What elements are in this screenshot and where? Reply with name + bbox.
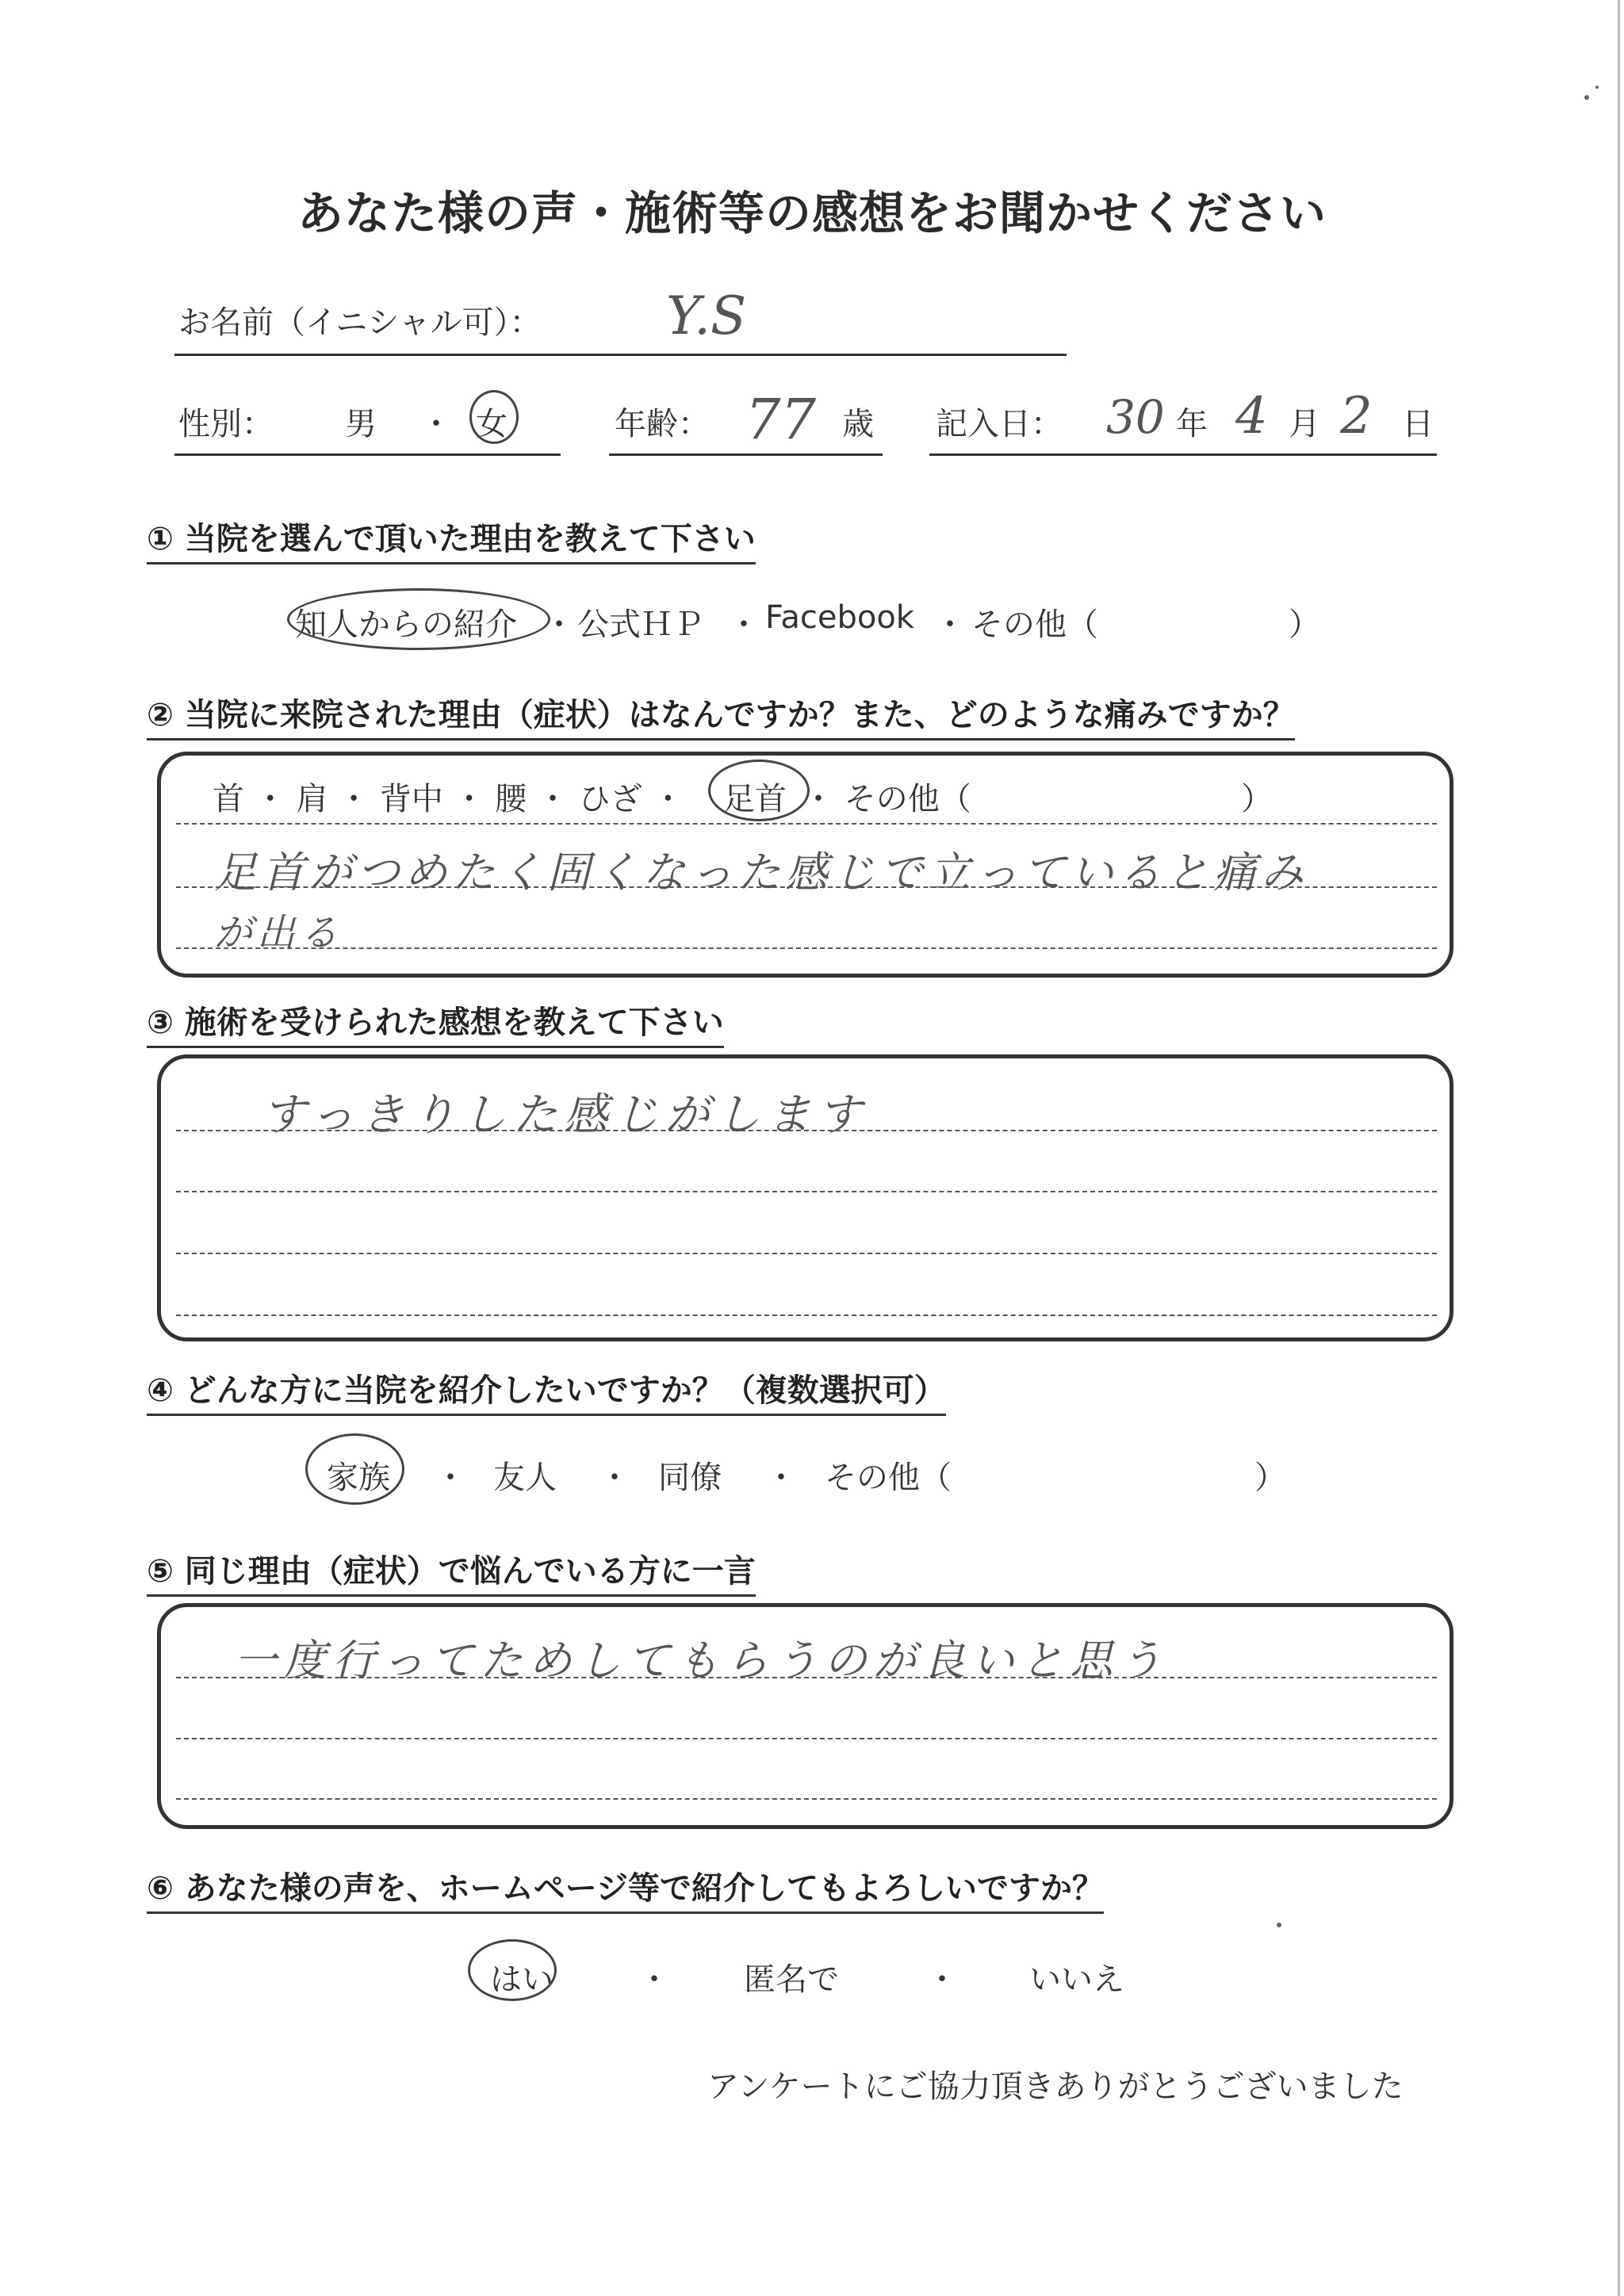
name-label: お名前（イニシャル可）：	[178, 304, 542, 341]
q2-heading: ② 当院に来院された理由（症状）はなんですか？また、どのような痛みですか？	[147, 690, 1295, 740]
date-month-value[interactable]: 4	[1235, 387, 1268, 446]
q2-answer-line-2: が出る	[214, 911, 343, 955]
scan-speck	[1277, 1923, 1281, 1927]
q4-selected-circle-mark	[305, 1433, 404, 1505]
q3-line-3	[176, 1253, 1437, 1254]
q1-other-close: ）	[1289, 607, 1320, 643]
q4-option-family[interactable]: 家族	[327, 1460, 390, 1496]
q1-option-other[interactable]: その他（	[971, 607, 1098, 643]
q2-option-other[interactable]: ・ その他（	[802, 781, 971, 817]
q2-symptom-options[interactable]: 首 ・ 肩 ・ 背中 ・ 腰 ・ ひざ ・	[213, 781, 684, 817]
q2-line-3	[176, 947, 1437, 949]
thanks-message: アンケートにご協力頂きありがとうございました	[707, 2068, 1404, 2105]
q5-heading: ⑤ 同じ理由（症状）で悩んでいる方に一言	[147, 1546, 756, 1597]
q2-line-1	[176, 823, 1437, 825]
q6-option-anonymous[interactable]: 匿名で	[744, 1961, 839, 1998]
q3-line-1	[176, 1130, 1437, 1131]
q3-heading: ③ 施術を受けられた感想を教えて下さい	[147, 997, 724, 1048]
q5-answer-line-1: 一度行ってためしてもらうのが良いと思う	[234, 1636, 1168, 1686]
date-day-unit: 日	[1402, 406, 1434, 442]
q1-option-acquaintance[interactable]: 知人からの紹介	[295, 607, 517, 643]
name-underline	[174, 354, 1067, 356]
q1-sep-3: ・	[934, 607, 966, 643]
date-year-unit: 年	[1176, 406, 1208, 442]
q5-line-2	[176, 1738, 1437, 1739]
date-year-value[interactable]: 30	[1106, 390, 1165, 444]
gender-female[interactable]: 女	[476, 406, 508, 442]
gender-label: 性別：	[178, 406, 274, 442]
q2-other-close: ）	[1241, 781, 1273, 817]
q5-line-3	[176, 1798, 1437, 1800]
q4-other-close: ）	[1254, 1460, 1286, 1496]
q2-line-2	[176, 886, 1437, 888]
age-unit: 歳	[842, 406, 874, 442]
q5-line-1	[176, 1677, 1437, 1678]
q4-heading: ④ どんな方に当院を紹介したいですか？（複数選択可）	[147, 1365, 946, 1416]
form-title: あなた様の声・施術等の感想をお聞かせください	[297, 186, 1327, 240]
q4-sep-3: ・	[765, 1460, 797, 1496]
q6-sep-2: ・	[926, 1961, 958, 1998]
q4-sep-2: ・	[599, 1460, 630, 1496]
age-underline	[609, 453, 883, 456]
q2-answer-line-1: 足首がつめたく固くなった感じで立っていると痛み	[214, 848, 1308, 897]
scan-page-edge	[1618, 0, 1620, 2296]
gender-underline	[174, 453, 561, 456]
age-label: 年齢：	[615, 406, 710, 442]
date-day-value[interactable]: 2	[1340, 387, 1373, 446]
q6-heading: ⑥ あなた様の声を、ホームページ等で紹介してもよろしいですか？	[147, 1863, 1104, 1914]
q4-sep-1: ・	[435, 1460, 466, 1496]
q1-sep-1: ・	[543, 607, 575, 643]
gender-separator: ・	[420, 406, 452, 442]
q1-sep-2: ・	[728, 607, 760, 643]
q3-line-2	[176, 1191, 1437, 1192]
q1-option-facebook[interactable]: Facebook	[765, 599, 914, 636]
scan-speck	[1584, 95, 1589, 100]
q1-selected-circle-mark	[287, 588, 550, 650]
date-month-unit: 月	[1289, 406, 1320, 442]
q6-sep-1: ・	[638, 1961, 670, 1998]
date-label: 記入日：	[936, 406, 1063, 442]
q2-option-ankle[interactable]: 足首	[723, 781, 787, 817]
q4-option-friend[interactable]: 友人	[493, 1460, 557, 1496]
age-value[interactable]: 77	[745, 387, 817, 452]
scan-speck	[1595, 86, 1599, 89]
q4-option-other[interactable]: その他（	[825, 1460, 952, 1496]
q6-option-yes[interactable]: はい	[490, 1961, 553, 1998]
name-value[interactable]: Y.S	[666, 285, 747, 346]
q4-option-coworker[interactable]: 同僚	[658, 1460, 722, 1496]
q1-option-website[interactable]: 公式ＨＰ	[577, 607, 704, 643]
q6-option-no[interactable]: いいえ	[1029, 1961, 1124, 1998]
gender-female-circle-mark	[469, 390, 519, 444]
q6-selected-circle-mark	[468, 1939, 557, 2001]
q2-selected-circle-mark	[708, 760, 810, 821]
q1-heading: ① 当院を選んで頂いた理由を教えて下さい	[147, 514, 756, 564]
q3-answer-line-1: すっきりした感じがします	[262, 1089, 868, 1141]
gender-male[interactable]: 男	[345, 406, 377, 442]
date-underline	[929, 453, 1437, 456]
q3-line-4	[176, 1314, 1437, 1316]
